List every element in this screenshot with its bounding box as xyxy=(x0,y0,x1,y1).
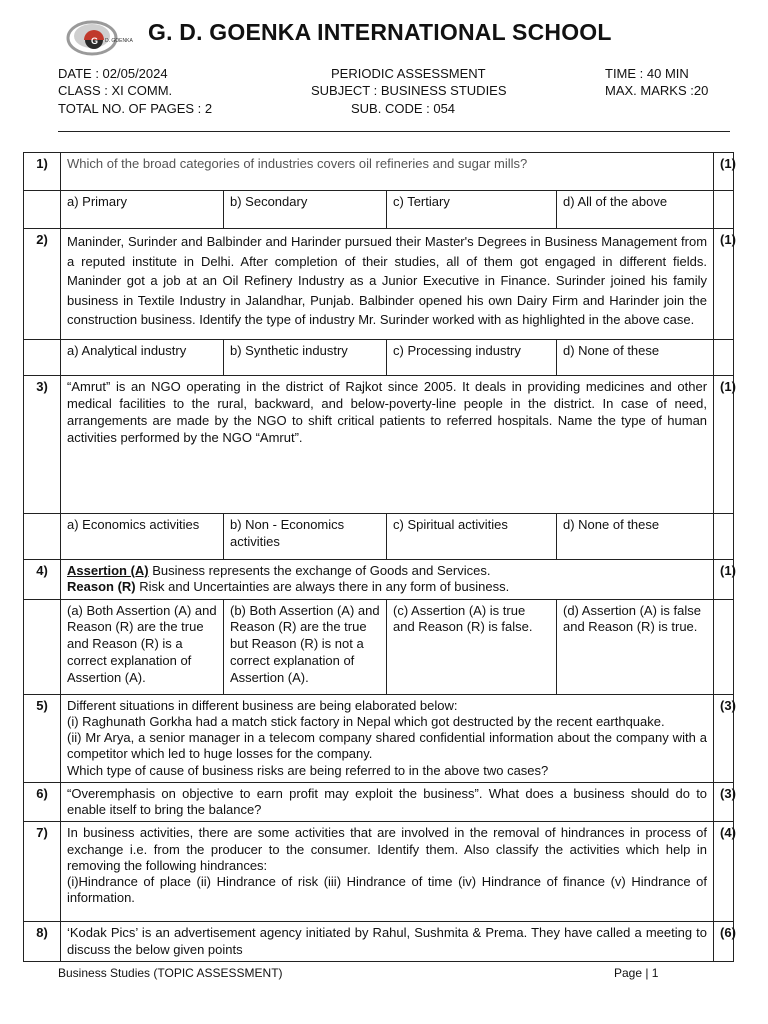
question-text: ‘Kodak Pics’ is an advertisement agency initiated by Rahul, Sushmita & Prema. They have called a meeting to discuss the below given points xyxy=(61,922,714,962)
question-row xyxy=(24,694,734,782)
question-text: “Overemphasis on objective to earn profit may exploit the business”. What does a business should do to enable itself to bring the balance? xyxy=(61,782,714,822)
option-c: c) Spiritual activities xyxy=(387,514,557,560)
option-c: (c) Assertion (A) is true and Reason (R) is false. xyxy=(387,599,557,694)
question-marks: (4) xyxy=(714,822,734,922)
options-row xyxy=(24,514,734,560)
question-number: 5) xyxy=(24,694,61,782)
option-b: b) Synthetic industry xyxy=(224,340,387,376)
option-a: (a) Both Assertion (A) and Reason (R) are the true and Reason (R) is a correct explanation of Assertion (A). xyxy=(61,599,224,694)
question-line: Different situations in different business are being elaborated below: xyxy=(67,697,458,713)
total-pages: TOTAL NO. OF PAGES : 2 xyxy=(58,101,213,116)
footer-subject: Business Studies (TOPIC ASSESSMENT) xyxy=(58,966,283,980)
exam-title: PERIODIC ASSESSMENT xyxy=(331,66,486,81)
question-row xyxy=(24,782,734,822)
question-number: 3) xyxy=(24,376,61,514)
question-text: Maninder, Surinder and Balbinder and Harinder pursued their Master's Degrees in Business Management from a reputed institute in Delhi. After completion of their studies, all of them got engaged in different fields. Maninder got a job at an Oil Refinery Industry as a Junior Executive in Finance. Surinder joined his family business in Textile Industry in Jalandhar, Punjab. Balbinder opened his own Dairy Firm and Harinder join the construction business. Identify the type of industry Mr. Surinder worked with as highlighted in the above case. xyxy=(61,229,714,340)
reason-label: Reason (R) xyxy=(67,579,136,595)
option-d: d) All of the above xyxy=(557,191,714,229)
question-number: 4) xyxy=(24,560,61,600)
option-d: d) None of these xyxy=(557,514,714,560)
question-line: In business activities, there are some activities that are involved in the removal of hindrances in process of exchange i.e. from the producer to the consumer. Identify them. Also classify the activities which help in removing the following hindrances: xyxy=(67,825,708,873)
options-row xyxy=(24,340,734,376)
question-marks: (6) xyxy=(714,922,734,962)
question-line: (i)Hindrance of place (ii) Hindrance of risk (iii) Hindrance of time (iv) Hindrance of finance (v) Hindrance of information. xyxy=(67,874,708,906)
question-number: 7) xyxy=(24,822,61,922)
question-marks: (1) xyxy=(714,229,734,340)
question-number: 2) xyxy=(24,229,61,340)
question-line: (ii) Mr Arya, a senior manager in a telecom company shared confidential information about the company with a competitor which led to huge losses for the company. xyxy=(67,730,708,762)
question-text: “Amrut” is an NGO operating in the district of Rajkot since 2005. It deals in providing medicines and other medical facilities to the rural, backward, and below-poverty-line people in the district. In case of need, arrangements are made by the NGO to shift critical patients to referred hospitals. Name the type of human activities performed by the NGO “Amrut”. xyxy=(61,376,714,514)
question-marks: (1) xyxy=(714,376,734,514)
question-marks: (1) xyxy=(714,560,734,600)
option-c: c) Tertiary xyxy=(387,191,557,229)
exam-class: CLASS : XI COMM. xyxy=(58,83,173,98)
options-row xyxy=(24,599,734,694)
question-row xyxy=(24,822,734,922)
reason-text: Risk and Uncertainties are always there in any form of business. xyxy=(135,579,510,595)
question-line: Which type of cause of business risks are being referred to in the above two cases? xyxy=(67,762,549,778)
option-b: (b) Both Assertion (A) and Reason (R) are the true but Reason (R) is not a correct explanation of Assertion (A). xyxy=(224,599,387,694)
option-c: c) Processing industry xyxy=(387,340,557,376)
question-line: (i) Raghunath Gorkha had a match stick factory in Nepal which got destructed by the recent earthquake. xyxy=(67,713,665,729)
option-d: (d) Assertion (A) is false and Reason (R) is true. xyxy=(557,599,714,694)
question-row xyxy=(24,153,734,191)
question-table xyxy=(23,152,734,962)
question-row xyxy=(24,229,734,340)
question-number: 8) xyxy=(24,922,61,962)
option-b: b) Non - Economics activities xyxy=(224,514,387,560)
school-name: G. D. GOENKA INTERNATIONAL SCHOOL xyxy=(148,19,612,45)
school-logo xyxy=(62,14,140,58)
question-text xyxy=(61,822,714,922)
svg-text:D. GOENKA: D. GOENKA xyxy=(105,38,133,44)
option-d: d) None of these xyxy=(557,340,714,376)
svg-text:G: G xyxy=(91,36,99,46)
option-a: a) Analytical industry xyxy=(61,340,224,376)
question-text xyxy=(61,694,714,782)
question-number: 6) xyxy=(24,782,61,822)
question-marks: (3) xyxy=(714,782,734,822)
subject-code: SUB. CODE : 054 xyxy=(351,101,456,116)
option-a: a) Economics activities xyxy=(61,514,224,560)
exam-subject: SUBJECT : BUSINESS STUDIES xyxy=(311,83,507,98)
assertion-label: Assertion (A) xyxy=(67,563,149,578)
option-b: b) Secondary xyxy=(224,191,387,229)
question-number: 1) xyxy=(24,153,61,191)
question-marks: (3) xyxy=(714,694,734,782)
question-row xyxy=(24,922,734,962)
option-a: a) Primary xyxy=(61,191,224,229)
exam-date: DATE : 02/05/2024 xyxy=(58,66,168,81)
question-row xyxy=(24,376,734,514)
question-row xyxy=(24,560,734,600)
options-row xyxy=(24,191,734,229)
max-marks: MAX. MARKS :20 xyxy=(605,83,709,98)
exam-time: TIME : 40 MIN xyxy=(605,66,689,81)
header-divider xyxy=(58,131,730,132)
question-marks: (1) xyxy=(714,153,734,191)
page-number: Page | 1 xyxy=(614,966,659,980)
assertion-text: Business represents the exchange of Goods and Services. xyxy=(148,563,491,578)
question-text: Which of the broad categories of industries covers oil refineries and sugar mills? xyxy=(61,153,714,191)
assertion-reason xyxy=(61,560,714,600)
